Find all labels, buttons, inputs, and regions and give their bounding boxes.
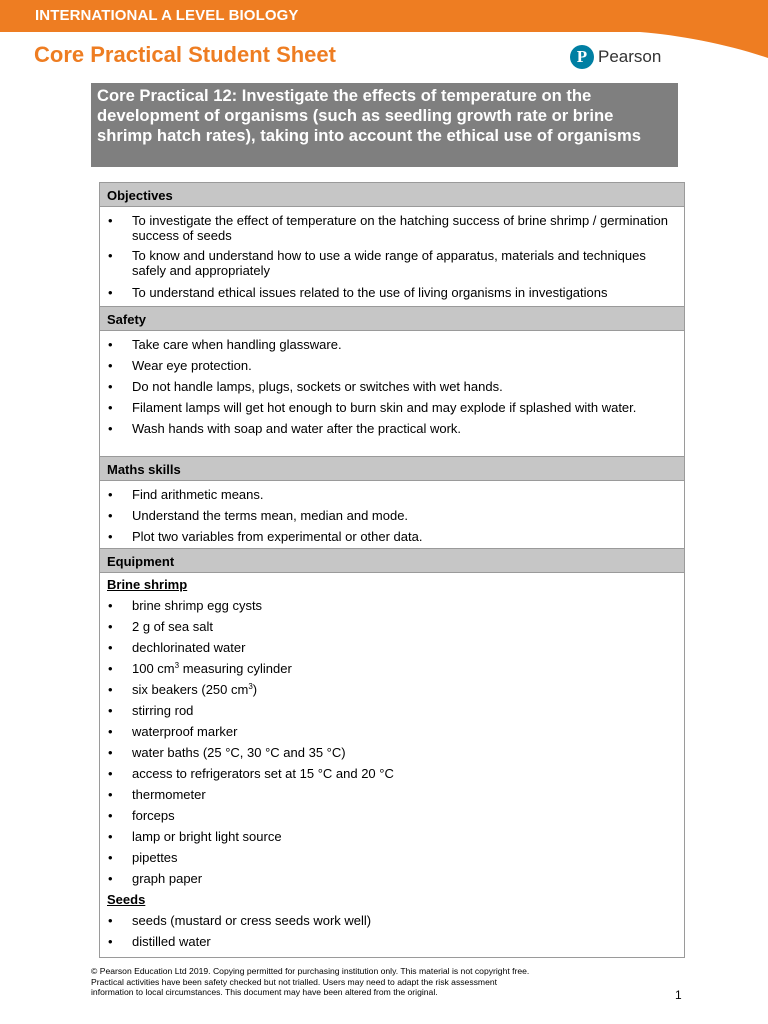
- equipment-item: [132, 661, 292, 676]
- list-item: [100, 703, 684, 718]
- objective-text: To understand ethical issues related to the use of living organisms in investigations: [132, 285, 608, 300]
- list-item: [100, 285, 684, 300]
- superscript: 3: [174, 661, 180, 670]
- safety-text: Wear eye protection.: [132, 358, 252, 373]
- safety-text: Take care when handling glassware.: [132, 337, 342, 352]
- list-item: [100, 724, 684, 739]
- safety-text: Filament lamps will get hot enough to burn skin and may explode if splashed with water.: [132, 400, 637, 415]
- bullet-icon: •: [108, 766, 113, 781]
- list-item: [100, 421, 684, 436]
- brine-shrimp-list: [100, 598, 684, 886]
- equipment-heading: Equipment: [100, 549, 684, 573]
- list-item: [100, 248, 684, 278]
- safety-heading: Safety: [100, 307, 684, 331]
- safety-text: Do not handle lamps, plugs, sockets or switches with wet hands.: [132, 379, 503, 394]
- equipment-item: graph paper: [132, 871, 203, 886]
- list-item: [100, 913, 684, 928]
- maths-skills-body: [100, 481, 684, 549]
- list-item: [100, 508, 684, 523]
- list-item: [100, 745, 684, 760]
- seeds-heading: Seeds: [107, 892, 146, 907]
- bullet-icon: •: [108, 703, 113, 718]
- maths-skills-list: [100, 487, 684, 544]
- list-item: [100, 682, 684, 697]
- equipment-item-part: measuring cylinder: [179, 661, 292, 676]
- bullet-icon: •: [108, 745, 113, 760]
- seeds-list: [100, 913, 684, 949]
- list-item: [100, 529, 684, 544]
- list-item: [100, 808, 684, 823]
- equipment-item: waterproof marker: [132, 724, 238, 739]
- bullet-icon: •: [108, 682, 113, 697]
- equipment-item: access to refrigerators set at 15 °C and 20 °C: [132, 766, 394, 781]
- equipment-item-part: 100 cm: [132, 661, 175, 676]
- altered-note-line: information to local circumstances. This document may have been altered from the original.: [91, 987, 438, 997]
- equipment-item: pipettes: [132, 850, 178, 865]
- maths-text: Understand the terms mean, median and mode.: [132, 508, 409, 523]
- bullet-icon: •: [108, 598, 113, 613]
- practical-title: Core Practical 12: Investigate the effects of temperature on the development of organisms (such as seedling growth rate or brine shrimp hatch rates), taking into account the ethical use of organisms: [97, 86, 642, 145]
- equipment-item-part: six beakers (250 cm: [132, 682, 249, 697]
- safety-note-line: Practical activities have been safety checked but not trialled. Users may need to adapt the risk assessment: [91, 976, 498, 987]
- page-number: 1: [675, 988, 682, 1002]
- safety-text: Wash hands with soap and water after the practical work.: [132, 421, 462, 436]
- bullet-icon: •: [108, 850, 113, 865]
- bullet-icon: •: [108, 379, 113, 394]
- objective-text: To investigate the effect of temperature on the hatching success of brine shrimp / germination success of seeds: [132, 213, 668, 243]
- equipment-item: brine shrimp egg cysts: [132, 598, 263, 613]
- list-item: [100, 787, 684, 802]
- bullet-icon: •: [108, 787, 113, 802]
- maths-text: Plot two variables from experimental or other data.: [132, 529, 423, 544]
- equipment-item: stirring rod: [132, 703, 194, 718]
- bullet-icon: •: [108, 640, 113, 655]
- list-item: [100, 661, 684, 676]
- bullet-icon: •: [108, 934, 113, 949]
- list-item: [100, 829, 684, 844]
- equipment-item: lamp or bright light source: [132, 829, 282, 844]
- list-item: [100, 379, 684, 394]
- objectives-heading: Objectives: [100, 183, 684, 207]
- bullet-icon: •: [108, 619, 113, 634]
- content-table: [99, 182, 685, 958]
- pearson-logo-icon: P: [570, 45, 594, 69]
- bullet-icon: •: [108, 529, 113, 544]
- equipment-item: distilled water: [132, 934, 211, 949]
- equipment-item: dechlorinated water: [132, 640, 246, 655]
- list-item: [100, 598, 684, 613]
- list-item: [100, 213, 684, 243]
- footer: [91, 966, 651, 998]
- bullet-icon: •: [108, 487, 113, 502]
- list-item: [100, 871, 684, 886]
- equipment-item: [132, 682, 257, 697]
- list-item: [100, 619, 684, 634]
- bullet-icon: •: [108, 358, 113, 373]
- banner-text: INTERNATIONAL A LEVEL BIOLOGY: [35, 7, 299, 24]
- bullet-icon: •: [108, 808, 113, 823]
- bullet-icon: •: [108, 829, 113, 844]
- bullet-icon: •: [108, 724, 113, 739]
- safety-list: [100, 337, 684, 436]
- equipment-item: 2 g of sea salt: [132, 619, 213, 634]
- bullet-icon: •: [108, 871, 113, 886]
- bullet-icon: •: [108, 913, 113, 928]
- equipment-item: forceps: [132, 808, 175, 823]
- bullet-icon: •: [108, 661, 113, 676]
- copyright-line: © Pearson Education Ltd 2019. Copying permitted for purchasing institution only. This material is not copyright free.: [91, 966, 530, 976]
- bullet-icon: •: [108, 285, 113, 300]
- superscript: 3: [248, 682, 253, 691]
- equipment-body: [100, 573, 684, 949]
- list-item: [100, 358, 684, 373]
- list-item: [100, 400, 684, 415]
- pearson-logo-text: Pearson: [598, 47, 662, 66]
- equipment-item: thermometer: [132, 787, 206, 802]
- bullet-icon: •: [108, 213, 113, 228]
- pearson-logo: [570, 43, 661, 71]
- list-item: [100, 337, 684, 352]
- list-item: [100, 766, 684, 781]
- objectives-body: [100, 207, 684, 307]
- equipment-item: water baths (25 °C, 30 °C and 35 °C): [132, 745, 346, 760]
- top-banner: [0, 0, 768, 32]
- bullet-icon: •: [108, 508, 113, 523]
- list-item: [100, 487, 684, 502]
- list-item: [100, 850, 684, 865]
- sheet-title: Core Practical Student Sheet: [34, 42, 336, 67]
- bullet-icon: •: [108, 400, 113, 415]
- list-item: [100, 934, 684, 949]
- maths-skills-heading: Maths skills: [100, 457, 684, 481]
- equipment-item-part: ): [252, 682, 258, 697]
- maths-text: Find arithmetic means.: [132, 487, 264, 502]
- bullet-icon: •: [108, 421, 113, 436]
- practical-title-box: [91, 83, 678, 167]
- safety-body: [100, 331, 684, 457]
- brine-shrimp-heading: Brine shrimp: [107, 577, 188, 592]
- list-item: [100, 640, 684, 655]
- bullet-icon: •: [108, 248, 113, 263]
- bullet-icon: •: [108, 337, 113, 352]
- equipment-item: seeds (mustard or cress seeds work well): [132, 913, 372, 928]
- objectives-list: [100, 213, 684, 300]
- objective-text: To know and understand how to use a wide range of apparatus, materials and techniques safely and appropriately: [132, 248, 646, 278]
